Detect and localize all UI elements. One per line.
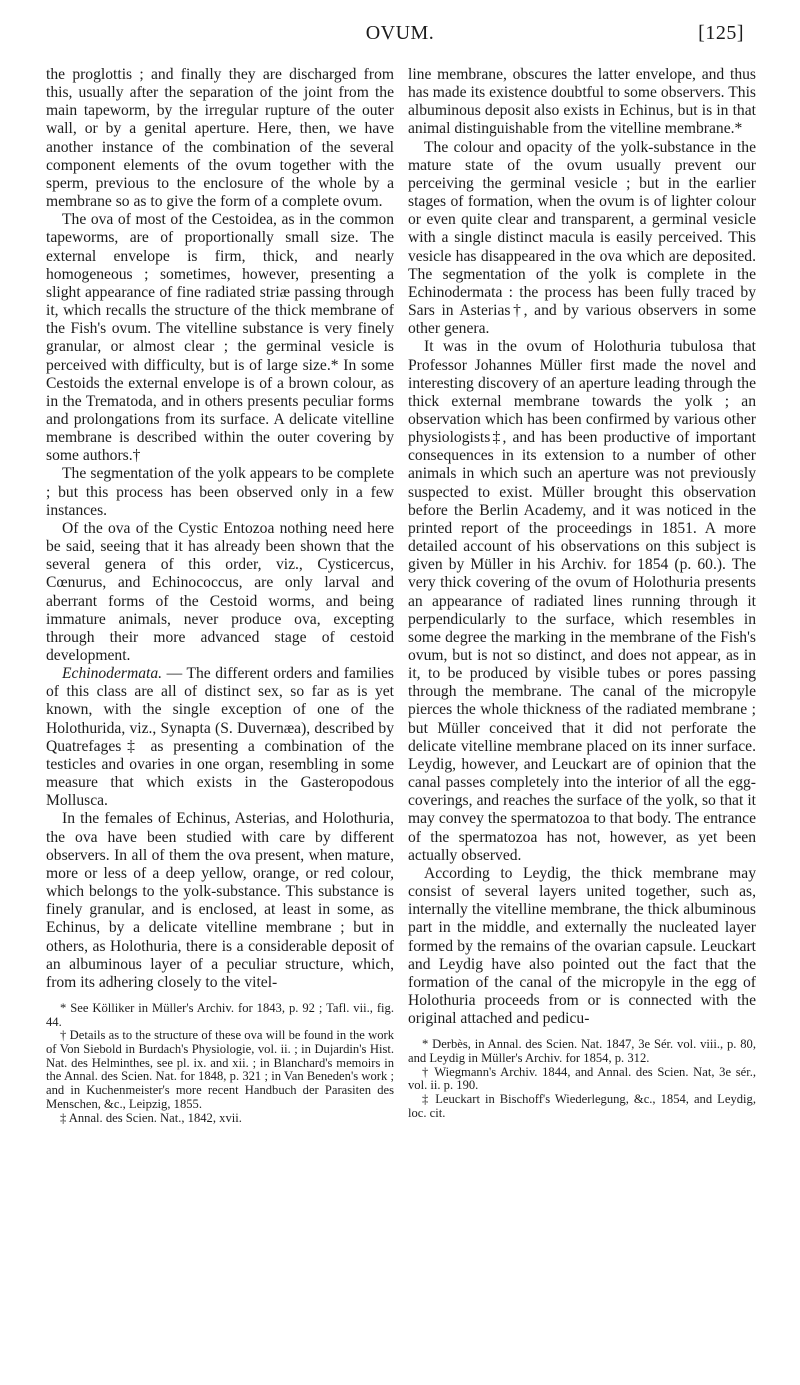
footnote: * Derbès, in Annal. des Scien. Nat. 1847, 3e Sér. vol. viii., p. 80, and Leydig in Müller's Archiv. for 1854, p. 312. (408, 1037, 756, 1065)
body-paragraph: In the females of Echinus, Asterias, and Holothuria, the ova have been studied with care by different observers. In all of them the ova present, when mature, more or less of a deep yellow, orange, or red colour, which belongs to the yolk-substance. This substance is finely granular, and is enclosed, at least in some, as Echinus, by a delicate vitelline membrane ; but in others, as Holothuria, there is a considerable deposit of an albuminous layer of a peculiar structure, which, from its adhering closely to the vitel- (46, 810, 394, 991)
body-paragraph: the proglottis ; and finally they are discharged from this, usually after the separation of the joint from the main tapeworm, by the irregular rupture of the outer wall, or by a genital aperture. Here, then, we have another instance of the combination of the several component elements of the ovum together with the sperm, previous to the enclosure of the whole by a membrane so as to give the form of a complete ovum. (46, 66, 394, 211)
body-paragraph: The colour and opacity of the yolk-substance in the mature state of the ovum usually prevent our perceiving the germinal vesicle ; but in the earlier stages of formation, when the ovum is of lighter colour or even quite clear and transparent, a germinal vesicle with a single distinct macula is easily perceived. This vesicle has disappeared in the ova which are deposited. The segmentation of the yolk is complete in the Echinodermata : the process has been fully traced by Sars in Asterias†, and by various observers in some other genera. (408, 138, 756, 338)
body-paragraph: The segmentation of the yolk appears to be complete ; but this process has been observed only in a few instances. (46, 465, 394, 519)
section-text: — The different orders and families of this class are all of distinct sex, so far as is yet known, with the single exception of one of the Holothurida, viz., Synapta (S. Duvernæa), described by Quatrefages‡ as presenting a combination of the testicles and ovaries in one organ, resembling in some measure that which exists in the Gasteropodous Mollusca. (46, 665, 394, 810)
body-paragraph: The ova of most of the Cestoidea, as in the common tapeworms, are of proportionally small size. The external envelope is firm, thick, and nearly homogeneous ; sometimes, however, presenting a slight appearance of fine radiated striæ passing through it, which recalls the structure of the thick membrane of the Fish's ovum. The vitelline substance is very finely granular, or almost clear ; the germinal vesicle is perceived with difficulty, but is of large size.* In some Cestoids the external envelope is of a brown colour, as in the Trematoda, and in others presents peculiar forms and prolongations from its surface. A delicate vitelline membrane is described within the outer covering by some authors.† (46, 211, 394, 465)
footnote: ‡ Leuckart in Bischoff's Wiederlegung, &c., 1854, and Leydig, loc. cit. (408, 1092, 756, 1120)
running-header (0, 22, 800, 48)
footnote: * See Kölliker in Müller's Archiv. for 1843, p. 92 ; Tafl. vii., fig. 44. (46, 1000, 394, 1029)
body-paragraph: line membrane, obscures the latter envelope, and thus has made its existence doubtful to some observers. This albuminous deposit also exists in Echinus, but is in that animal distinguishable from the vitelline membrane.* (408, 66, 756, 138)
footnotes (46, 1002, 394, 1125)
section-heading: Echinodermata. (62, 665, 163, 683)
body-paragraph: It was in the ovum of Holothuria tubulosa that Professor Johannes Müller first made the novel and interesting discovery of an aperture leading through the thick external membrane towards the yolk ; an observation which has been confirmed by various other physiologists‡, and has been productive of important consequences in its extension to a number of other animals in which such an aperture was not previously suspected to exist. Müller brought this observation before the Berlin Academy, and it was noticed in the printed report of the proceedings in 1851. A more detailed account of his observations on this subject is given by Müller in his Archiv. for 1854 (p. 60.). The very thick covering of the ovum of Holothuria presents an appearance of radiated lines running through it perpendicularly to the surface, which resembles in some degree the marking in the membrane of the Fish's ovum, but is not so distinct, and does not appear, as in it, to be produced by visible tubes or pores passing through the membrane. The canal of the micropyle pierces the whole thickness of the radiated membrane ; but Müller conceived that it did not perforate the delicate vitelline membrane placed on its inner surface. Leydig, however, and Leuckart are of opinion that the canal passes completely into the interior of all the egg-coverings, and reaches the surface of the yolk, so that it may convey the spermatozoa to that body. The entrance of the spermatozoa has not, however, as yet been actually observed. (408, 338, 756, 864)
footnotes (408, 1038, 756, 1120)
body-paragraph: According to Leydig, the thick membrane may consist of several layers united together, such as, internally the vitelline membrane, the thick albuminous part in the middle, and externally the nucleated layer formed by the remains of the ovarian capsule. Leuckart and Leydig have also pointed out the fact that the formation of the canal of the micropyle in the egg of Holothuria proceeds from or is connected with the original attached and pedicu- (408, 864, 756, 1028)
section-paragraph (46, 665, 394, 810)
body-paragraph: Of the ova of the Cystic Entozoa nothing need here be said, seeing that it has already been shown that the several genera of this order, viz., Cysticercus, Cœnurus, and Echinococcus, are only larval and aberrant forms of the Cestoid worms, and being immature animals, never produce ova, excepting through their more advanced stage of cestoid development. (46, 519, 394, 664)
footnote: † Wiegmann's Archiv. 1844, and Annal. des Scien. Nat, 3e sér., vol. ii. p. 190. (408, 1064, 756, 1093)
footnote: † Details as to the structure of these ova will be found in the work of Von Siebold in Burdach's Physiologie, vol. ii. ; in Dujardin's Hist. Nat. des Helminthes, see pl. ix. and xii. ; in Blanchard's memoirs in the Annal. des Scien. Nat. for 1848, p. 321 ; in Van Beneden's work ; and in Kuchenmeister's more recent Handbuch der Parasiten des Menschen, &c., Leipzig, 1855. (46, 1028, 394, 1111)
running-title: OVUM. (365, 22, 435, 44)
left-column (46, 66, 394, 1125)
page-number: [125] (698, 22, 744, 44)
footnote: ‡ Annal. des Scien. Nat., 1842, xvii. (60, 1110, 242, 1125)
right-column (408, 66, 756, 1121)
